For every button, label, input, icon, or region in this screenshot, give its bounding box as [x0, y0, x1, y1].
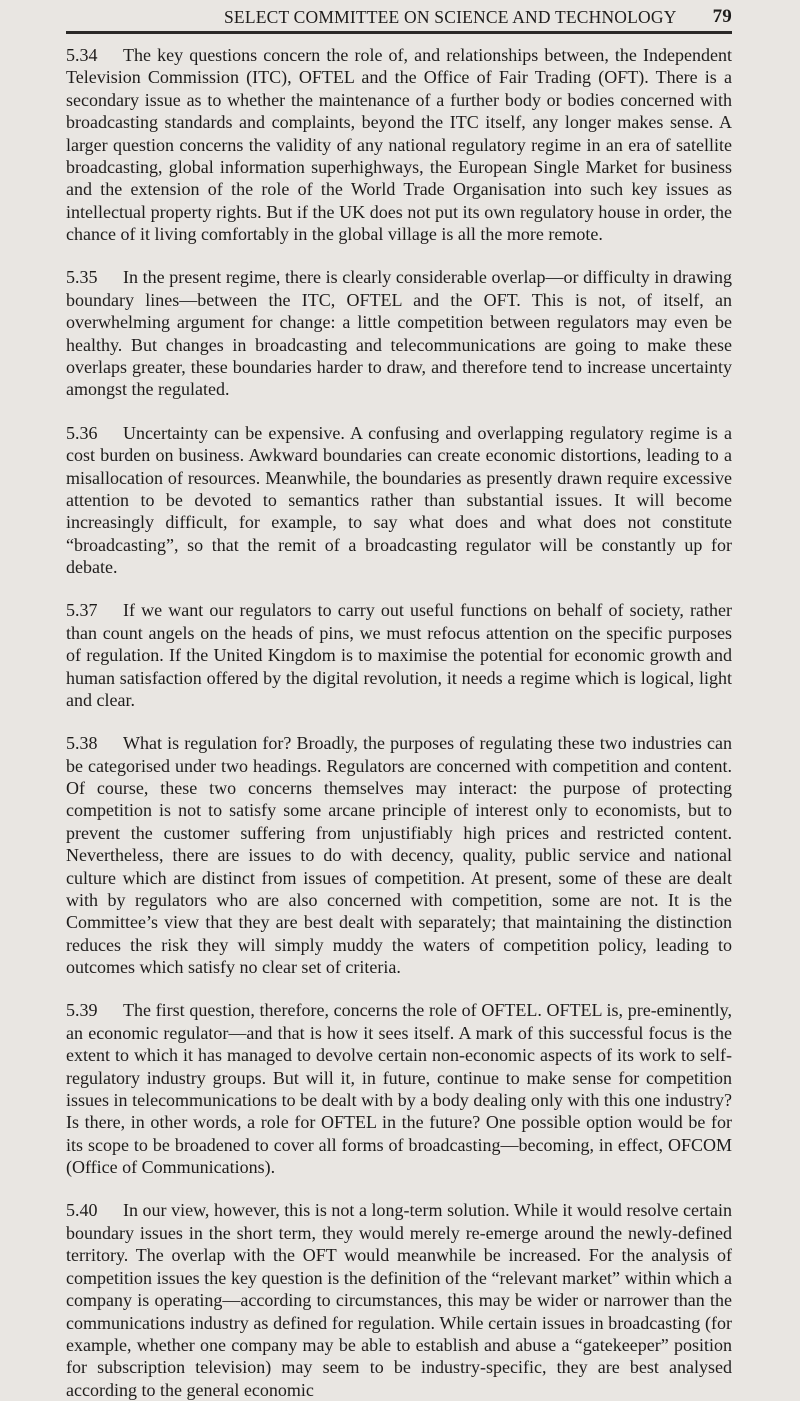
paragraph-5-34: [66, 44, 732, 246]
paragraph-text: If we want our regulators to carry out useful functions on behalf of society, rather than count angels on the heads of pins, we must refocus attention on the specific purposes of regulation. If the United Kingdom is to maximise the potential for economic growth and human satisfaction offered by the digital revolution, it needs a regime which is logical, light and clear.: [66, 600, 732, 710]
paragraph-5-39: [66, 999, 732, 1178]
paragraph-number: 5.38: [66, 733, 98, 754]
running-header-title: SELECT COMMITTEE ON SCIENCE AND TECHNOLOGY: [224, 7, 677, 27]
paragraph-text: What is regulation for? Broadly, the purposes of regulating these two industries can be categorised under two headings. Regulators are concerned with competition and content. Of course, these two concerns themselves may interact: the purpose of protecting competition is not to satisfy some arcane principle of interest only to economists, but to prevent the customer suffering from unjustifiably high prices and restricted content. Nevertheless, there are issues to do with decency, quality, public service and national culture which are distinct from issues of competition. At present, some of these are dealt with by regulators who are also concerned with competition, some are not. It is the Committee’s view that they are best dealt with separately; that maintaining the distinction reduces the risk they will simply muddy the waters of competition policy, leading to outcomes which satisfy no clear set of criteria.: [66, 733, 732, 978]
paragraph-number: 5.36: [66, 422, 98, 443]
paragraph-number: 5.34: [66, 45, 98, 65]
paragraph-text: The key questions concern the role of, and relationships between, the Independent Television Commission (ITC), OFTEL and the Office of Fair Trading (OFT). There is a secondary issue as to whether the maintenance of a further body or bodies concerned with broadcasting standards and complaints, beyond the ITC itself, any longer makes sense. A larger question concerns the validity of any national regulatory regime in an era of satellite broadcasting, global information superhighways, the European Single Market for business and the extension of the role of the World Trade Organisation into such key issues as intellectual property rights. But if the UK does not put its own regulatory house in order, the chance of it living comfortably in the global village is all the more remote.: [66, 45, 732, 245]
paragraph-number: 5.37: [66, 600, 98, 621]
paragraph-5-38: [66, 732, 732, 978]
paragraph-text: The first question, therefore, concerns the role of OFTEL. OFTEL is, pre-eminently, an economic regulator—and that is how it sees itself. A mark of this successful focus is the extent to which it has managed to devolve certain non-economic aspects of its work to self-regulatory industry groups. But will it, in future, continue to make sense for competition issues in telecommunications to be dealt with by a body dealing only with this one industry? Is there, in other words, a role for OFTEL in the future? One possible option would be for its scope to be broadened to cover all forms of broadcasting—becoming, in effect, OFCOM (Office of Communications).: [66, 1000, 732, 1178]
paragraph-text: In the present regime, there is clearly considerable overlap—or difficulty in drawing boundary lines—between the ITC, OFTEL and the OFT. This is not, of itself, an overwhelming argument for change: a little competition between regulators may even be healthy. But changes in broadcasting and telecommunications are going to make these overlaps greater, these boundaries harder to draw, and therefore tend to increase uncertainty amongst the regulated.: [66, 267, 732, 400]
paragraph-text: Uncertainty can be expensive. A confusing and overlapping regulatory regime is a cost burden on business. Awkward boundaries can create economic distortions, leading to a misallocation of resources. Meanwhile, the boundaries as presently drawn require excessive attention to be devoted to semantics rather than substantial issues. It will become increasingly difficult, for example, to say what does and what does not constitute “broadcasting”, so that the remit of a broadcasting regulator will be constantly up for debate.: [66, 422, 732, 578]
paragraph-5-35: [66, 266, 732, 400]
body-text: [66, 44, 732, 1401]
running-header: [66, 0, 732, 44]
paragraph-number: 5.39: [66, 1000, 98, 1021]
paragraph-5-36: [66, 422, 732, 579]
paragraph-5-37: [66, 599, 732, 711]
paragraph-number: 5.35: [66, 267, 98, 288]
page-number: 79: [712, 6, 732, 27]
paragraph-5-40: [66, 1199, 732, 1401]
paragraph-number: 5.40: [66, 1200, 98, 1221]
paragraph-text: In our view, however, this is not a long-term solution. While it would resolve certain boundary issues in the short term, they would merely re-emerge around the newly-defined territory. The overlap with the OFT would meanwhile be increased. For the analysis of competition issues the key question is the definition of the “relevant market” within which a company is operating—according to circumstances, this may be wider or narrower than the communications industry as defined for regulation. While certain issues in broadcasting (for example, whether one company may be able to establish and abuse a “gatekeeper” position for subscription television) may seem to be industry-specific, they are best analysed according to the general economic: [66, 1200, 732, 1400]
